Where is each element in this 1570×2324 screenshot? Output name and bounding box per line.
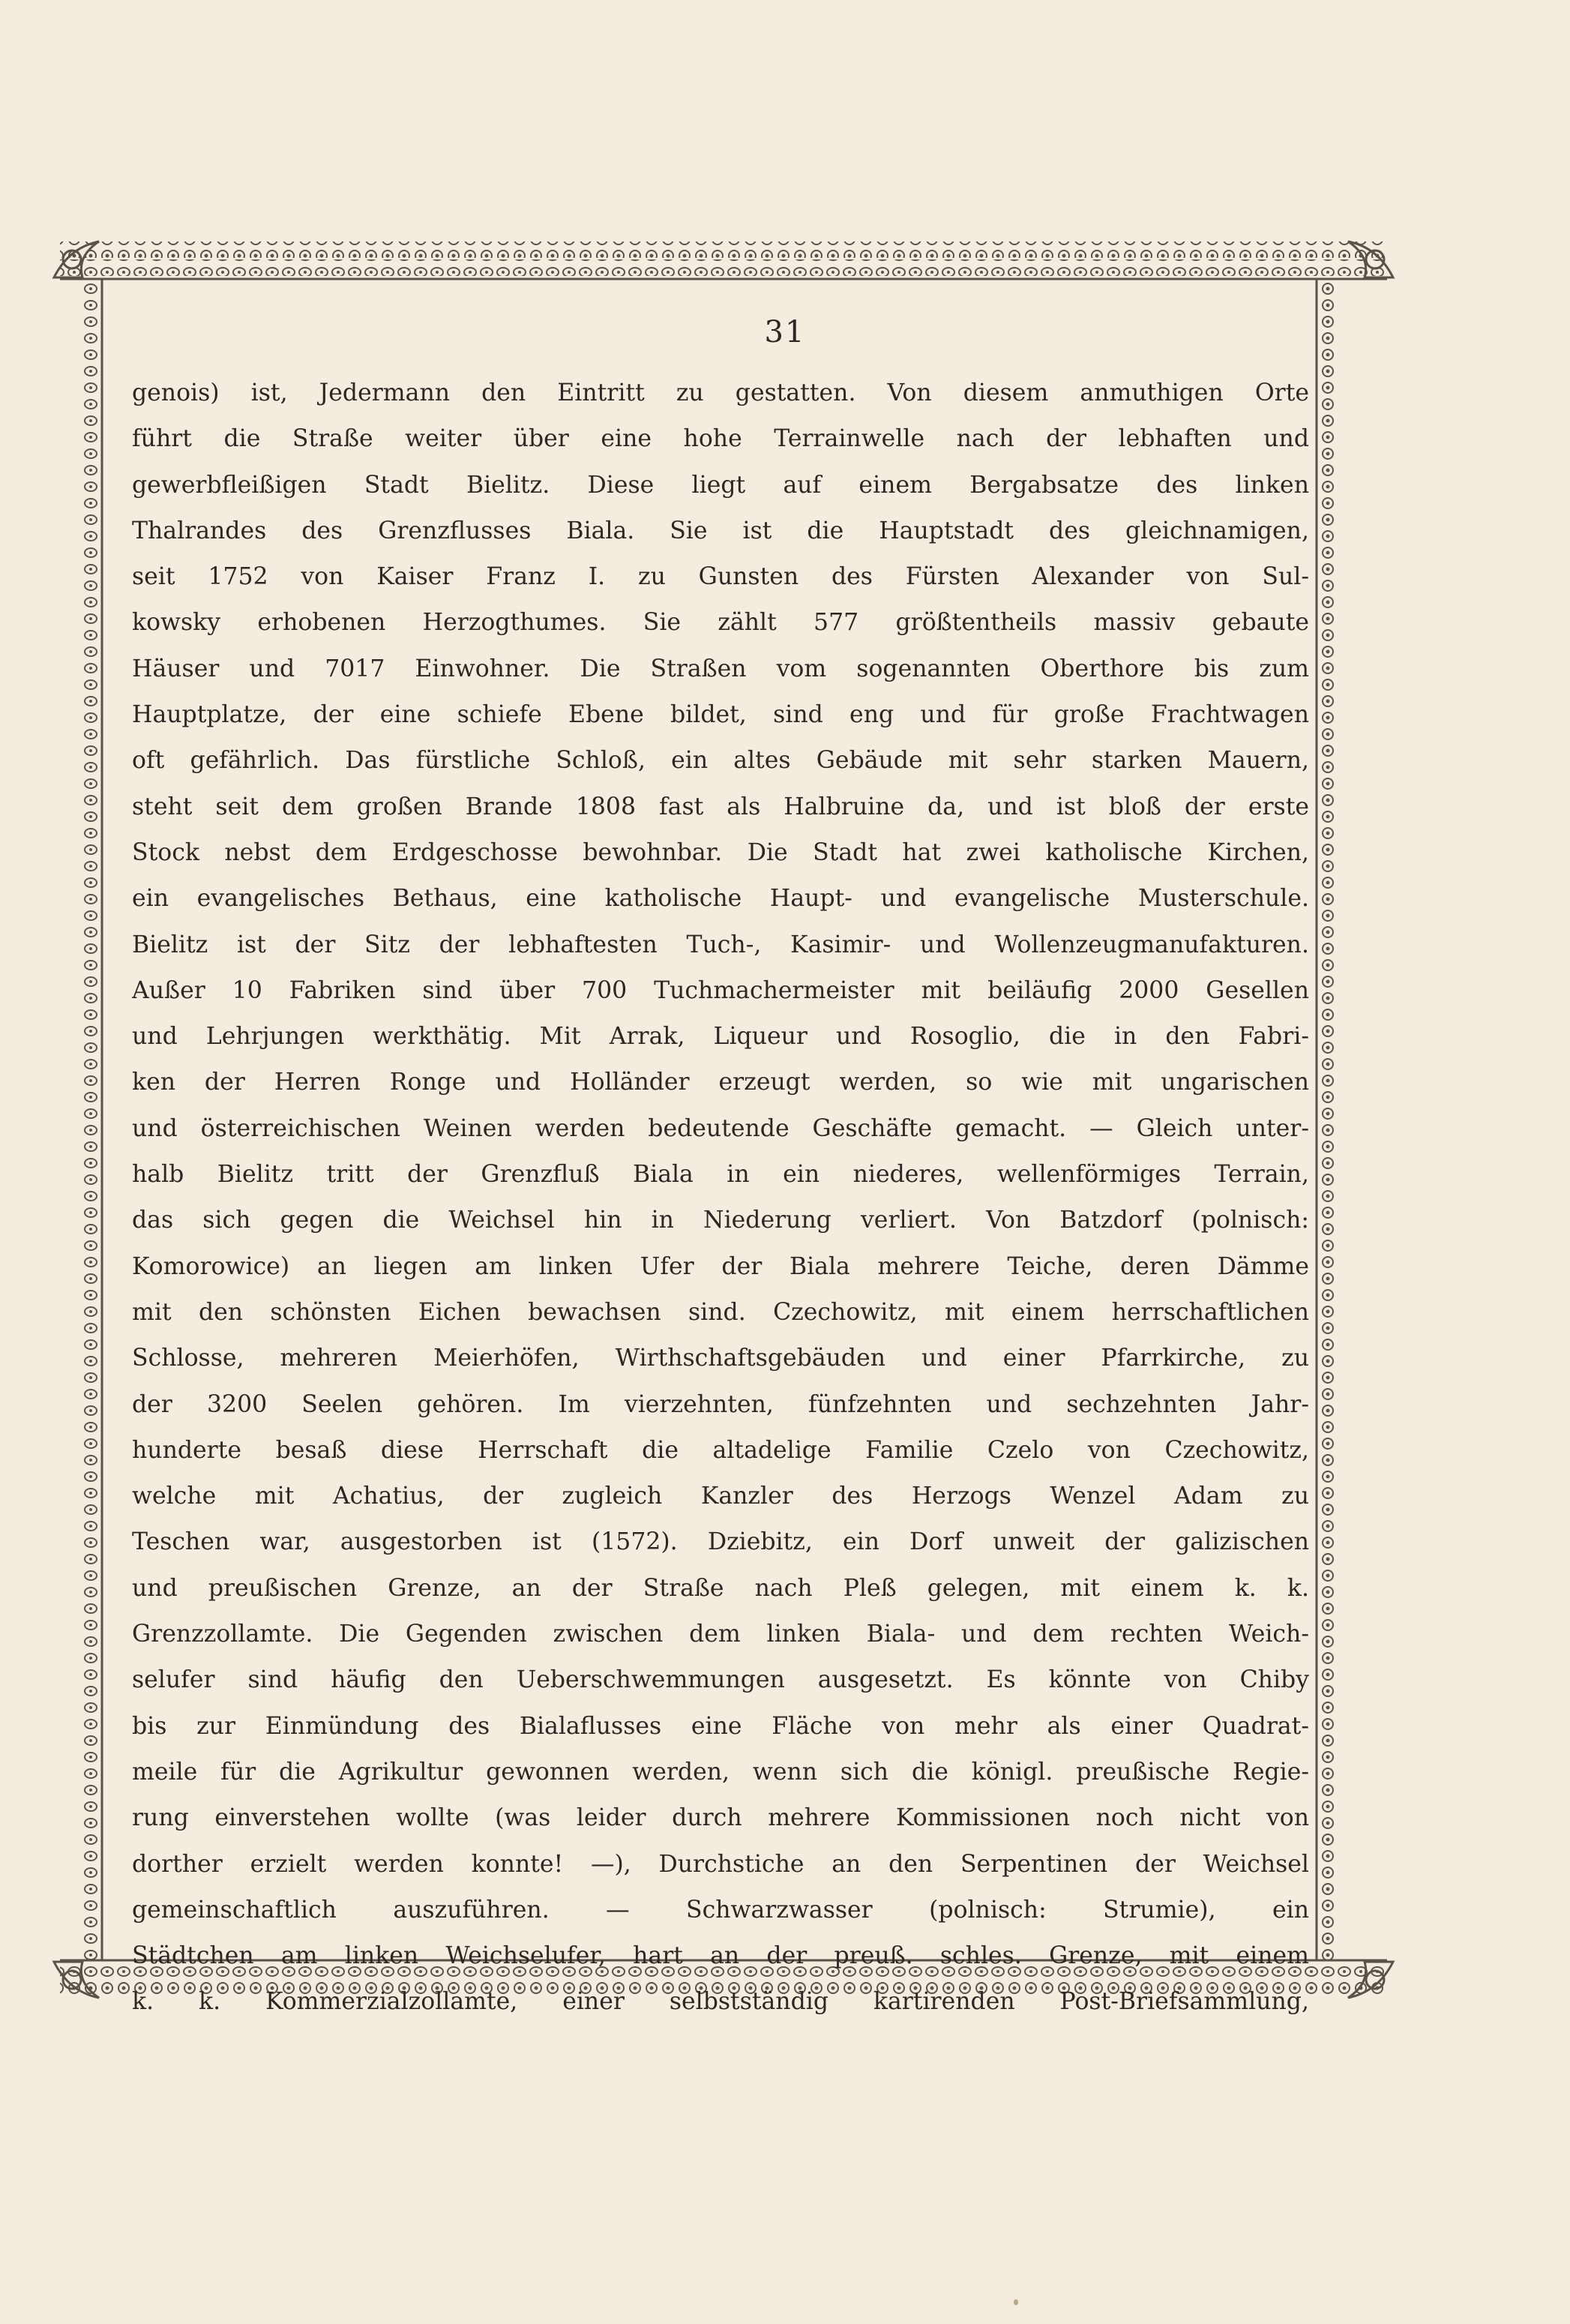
text-line: steht seit dem großen Brande 1808 fast als Halbruine da, und ist bloß der erste (132, 793, 1309, 820)
text-line: k. k. Kommerzialzollamte, einer selbstständig kartirenden Post-Briefsammlung, (132, 1988, 1309, 2016)
text-line: seit 1752 von Kaiser Franz I. zu Gunsten des Fürsten Alexander von Sul- (132, 563, 1309, 591)
text-line: dorther erzielt werden konnte! —), Durchstiche an den Serpentinen der Weichsel (132, 1850, 1309, 1878)
text-line: mit den schönsten Eichen bewachsen sind. Czechowitz, mit einem herrschaftlichen (132, 1298, 1309, 1326)
text-line: und Lehrjungen werkthätig. Mit Arrak, Liqueur und Rosoglio, die in den Fabri- (132, 1023, 1309, 1051)
text-line: welche mit Achatius, der zugleich Kanzler des Herzogs Wenzel Adam zu (132, 1483, 1309, 1510)
text-line: selufer sind häufig den Ueberschwemmungen ausgesetzt. Es könnte von Chiby (132, 1666, 1309, 1694)
text-line: Teschen war, ausgestorben ist (1572). Dziebitz, ein Dorf unweit der galizischen (132, 1528, 1309, 1556)
text-line: ein evangelisches Bethaus, eine katholische Haupt- und evangelische Musterschule. (132, 885, 1309, 913)
text-line: Hauptplatze, der eine schiefe Ebene bildet, sind eng und für große Frachtwagen (132, 701, 1309, 729)
text-line: bis zur Einmündung des Bialaflusses eine Fläche von mehr als einer Quadrat- (132, 1712, 1309, 1740)
text-line: Stock nebst dem Erdgeschosse bewohnbar. Die Stadt hat zwei katholische Kirchen, (132, 838, 1309, 866)
text-line: genois) ist, Jedermann den Eintritt zu gestatten. Von diesem anmuthigen Orte (132, 379, 1309, 406)
text-line: und österreichischen Weinen werden bedeutende Geschäfte gemacht. — Gleich unter- (132, 1114, 1309, 1142)
text-line: und preußischen Grenze, an der Straße nach Pleß gelegen, mit einem k. k. (132, 1574, 1309, 1602)
page-number: 31 (764, 315, 806, 349)
text-line: Thalrandes des Grenzflusses Biala. Sie ist die Hauptstadt des gleichnamigen, (132, 517, 1309, 544)
text-line: führt die Straße weiter über eine hohe Terrainwelle nach der lebhaften und (132, 425, 1309, 453)
text-line: der 3200 Seelen gehören. Im vierzehnten, fünfzehnten und sechzehnten Jahr- (132, 1390, 1309, 1418)
text-line: gewerbfleißigen Stadt Bielitz. Diese liegt auf einem Bergabsatze des linken (132, 471, 1309, 499)
border-left (81, 279, 97, 1960)
paper-speck (1014, 2299, 1018, 2305)
border-top (60, 241, 1387, 258)
text-line: meile für die Agrikultur gewonnen werden, wenn sich die königl. preußische Regie- (132, 1758, 1309, 1786)
text-line: Grenzzollamte. Die Gegenden zwischen dem linken Biala- und dem rechten Weich- (132, 1621, 1309, 1648)
text-line: ken der Herren Ronge und Holländer erzeugt werden, so wie mit ungarischen (132, 1069, 1309, 1096)
text-line: oft gefährlich. Das fürstliche Schloß, ein altes Gebäude mit sehr starken Mauern, (132, 747, 1309, 775)
text-line: das sich gegen die Weichsel hin in Niederung verliert. Von Batzdorf (polnisch: (132, 1207, 1309, 1234)
text-line: gemeinschaftlich auszuführen. — Schwarzwasser (polnisch: Strumie), ein (132, 1896, 1309, 1924)
text-line: Komorowice) an liegen am linken Ufer der Biala mehrere Teiche, deren Dämme (132, 1252, 1309, 1280)
text-line: Häuser und 7017 Einwohner. Die Straßen vom sogenannten Oberthore bis zum (132, 655, 1309, 682)
text-line: Bielitz ist der Sitz der lebhaftesten Tuch-, Kasimir- und Wollenzeugmanufakturen. (132, 931, 1309, 958)
text-line: Schlosse, mehreren Meierhöfen, Wirthschaftsgebäuden und einer Pfarrkirche, zu (132, 1345, 1309, 1372)
border-right (1321, 279, 1338, 1960)
text-line: Außer 10 Fabriken sind über 700 Tuchmachermeister mit beiläufig 2000 Gesellen (132, 976, 1309, 1004)
body-text (132, 370, 1309, 2026)
text-line: rung einverstehen wollte (was leider durch mehrere Kommissionen noch nicht von (132, 1804, 1309, 1832)
text-line: kowsky erhobenen Herzogthumes. Sie zählt 577 größtentheils massiv gebaute (132, 609, 1309, 637)
text-line: halb Bielitz tritt der Grenzfluß Biala in ein niederes, wellenförmiges Terrain, (132, 1161, 1309, 1189)
text-line: Städtchen am linken Weichselufer, hart an der preuß. schles. Grenze, mit einem (132, 1942, 1309, 1970)
text-line: hunderte besaß diese Herrschaft die altadelige Familie Czelo von Czechowitz, (132, 1436, 1309, 1464)
